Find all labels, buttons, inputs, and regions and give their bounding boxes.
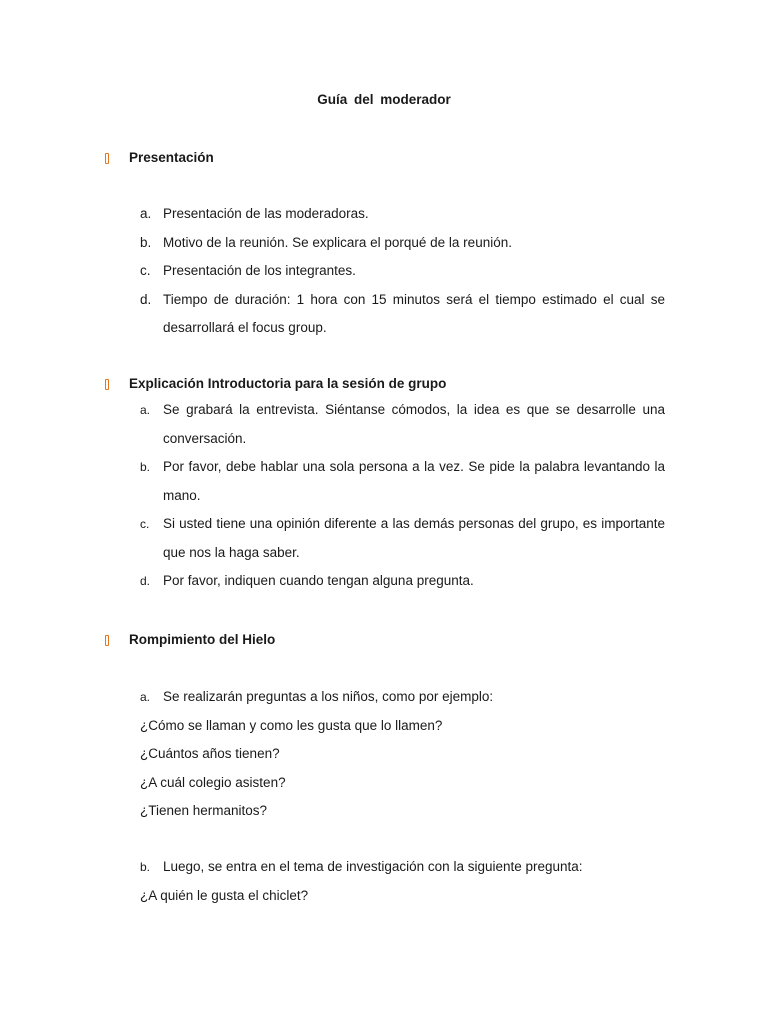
section-heading-text: Rompimiento del Hielo xyxy=(129,632,276,647)
section-heading xyxy=(105,150,665,170)
list-item-text: Si usted tiene una opinión diferente a las demás personas del grupo, es importante que nos la haga saber. xyxy=(163,516,665,560)
list-item xyxy=(105,567,665,596)
question-line: ¿A cuál colegio asisten? xyxy=(140,774,286,790)
section-rompimiento-part-a xyxy=(105,683,665,826)
section-presentacion-list xyxy=(105,200,665,343)
question-line: ¿Cómo se llaman y como les gusta que lo llamen? xyxy=(140,717,443,733)
list-item xyxy=(105,510,665,567)
list-item xyxy=(105,453,665,510)
section-explicacion xyxy=(105,376,665,596)
list-marker: a. xyxy=(140,206,152,221)
list-item-text: Por favor, debe hablar una sola persona a la vez. Se pide la palabra levantando la mano. xyxy=(163,459,665,503)
list-item xyxy=(105,229,665,258)
section-heading-text: Presentación xyxy=(129,150,214,165)
list-marker: b. xyxy=(140,234,152,250)
list-marker: c. xyxy=(140,517,150,531)
list-marker: a. xyxy=(140,690,151,704)
list-marker: b. xyxy=(140,460,151,474)
question-line: ¿Tienen hermanitos? xyxy=(140,803,268,818)
list-item-text: Se realizarán preguntas a los niños, como por ejemplo: xyxy=(163,689,494,704)
section-rompimiento xyxy=(105,632,665,652)
list-item-text: Se grabará la entrevista. Siéntanse cómodos, la idea es que se desarrolle una conversación. xyxy=(163,402,665,446)
section-heading-text: Explicación Introductoria para la sesión de grupo xyxy=(129,376,447,391)
list-marker: d. xyxy=(140,291,152,307)
section-heading xyxy=(105,376,665,396)
list-item-text: Tiempo de duración: 1 hora con 15 minutos será el tiempo estimado el cual se desarrollará el focus group. xyxy=(163,291,665,335)
list-item-text: Presentación de las moderadoras. xyxy=(163,206,369,221)
list-item-text: Motivo de la reunión. Se explicara el porqué de la reunión. xyxy=(163,234,512,250)
list-item-text: Luego, se entra en el tema de investigación con la siguiente pregunta: xyxy=(163,859,583,874)
list-item xyxy=(105,257,665,286)
list-item xyxy=(105,396,665,453)
list-marker: d. xyxy=(140,574,151,588)
list-marker: a. xyxy=(140,403,151,417)
question-line: ¿A quién le gusta el chiclet? xyxy=(140,887,309,903)
bullet-icon xyxy=(105,379,109,390)
list-item xyxy=(105,200,665,229)
list-marker: c. xyxy=(140,263,151,278)
section-heading xyxy=(105,632,665,652)
list-item xyxy=(105,683,665,712)
question-line: ¿Cuántos años tienen? xyxy=(140,746,280,761)
list-item xyxy=(105,286,665,343)
list-item-text: Por favor, indiquen cuando tengan alguna pregunta. xyxy=(163,573,474,588)
section-rompimiento-part-b xyxy=(105,853,665,910)
list-item-text: Presentación de los integrantes. xyxy=(163,263,356,278)
list-marker: b. xyxy=(140,860,151,874)
document-title: Guía del moderador xyxy=(317,92,451,107)
section-presentacion xyxy=(105,150,665,170)
bullet-icon xyxy=(105,153,109,164)
list-item xyxy=(105,853,665,882)
bullet-icon xyxy=(105,635,109,646)
